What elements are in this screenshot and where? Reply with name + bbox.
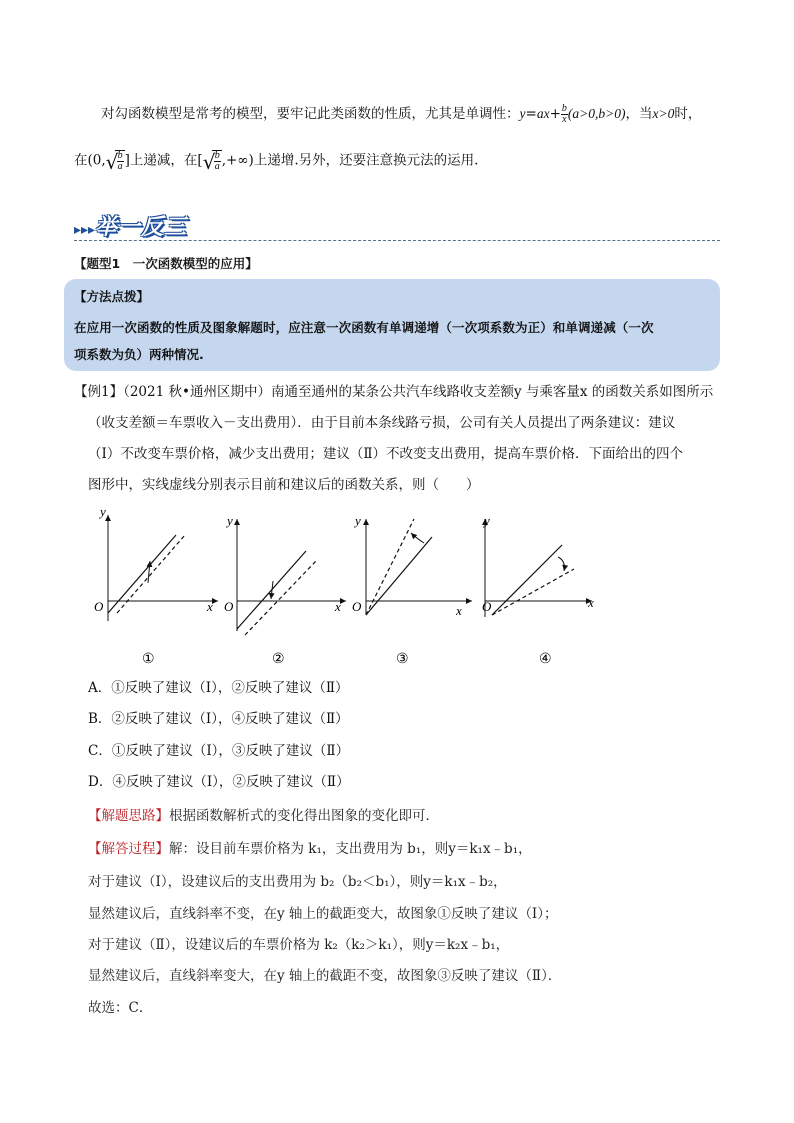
interval-middle: ]上递减，在[ [124, 152, 203, 169]
graph-4-x-label: x [588, 595, 594, 610]
section-banner [74, 210, 187, 241]
option-b[interactable]: B．②反映了建议（Ⅰ），④反映了建议（Ⅱ） [88, 711, 349, 727]
graph-4 [482, 513, 594, 667]
fraction-b-over-x [561, 104, 568, 125]
graph-3 [352, 513, 472, 667]
sqrt-b-over-a-1: √ $\frac{b}{a}$ [105, 150, 123, 174]
graph-3-solid-line [366, 537, 432, 615]
graphs-figure [80, 505, 620, 670]
graph-3-x-label: x [456, 603, 462, 618]
method-line-2: 项系数为负）两种情况. [74, 347, 204, 362]
formula-eq: = [525, 106, 537, 122]
graph-3-origin: O [352, 599, 362, 614]
solution-line-1: 解：设目前车票价格为 k₁，支出费用为 b₁，则y＝k₁x﹣b₁， [169, 841, 532, 857]
formula-condition: (a>0,b>0) [567, 106, 626, 121]
example-line-1 [74, 382, 713, 402]
graph-4-solid-line [492, 545, 562, 615]
graph-1-y-label: y [100, 505, 106, 519]
intro-text-a: 对勾函数模型是常考的模型，要牢记此类函数的性质，尤其是单调性： [101, 106, 520, 122]
graph-2-x-label: x [335, 599, 341, 614]
option-a[interactable]: A．①反映了建议（Ⅰ），②反映了建议（Ⅱ） [88, 680, 349, 696]
section-title: 【题型1 一次函数模型的应用】 [74, 256, 258, 271]
graph-2 [224, 513, 346, 667]
method-heading: 【方法点拨】 [74, 289, 150, 304]
graph-4-y-label: y [484, 513, 490, 528]
fraction-denominator: x [562, 114, 567, 125]
option-d[interactable]: D．④反映了建议（Ⅰ），②反映了建议（Ⅱ） [88, 774, 350, 790]
graph-2-origin: O [224, 599, 234, 614]
graph-3-y-label: y [355, 513, 361, 528]
graph-3-rotation-arrow [411, 533, 424, 543]
graph-3-label: ③ [396, 652, 409, 667]
graph-2-dashed-line [245, 561, 316, 635]
formula-x-positive: x>0 [652, 106, 675, 121]
graph-4-origin: O [482, 599, 492, 614]
formula-plus: + [549, 106, 561, 122]
fraction-numerator: b [561, 103, 567, 114]
solution-process-line-1 [88, 839, 532, 859]
solution-line-2: 对于建议（Ⅰ），设建议后的支出费用为 b₂（b₂＜b₁），则y＝k₁x﹣b₂， [88, 874, 507, 890]
graph-1-arrow [148, 561, 150, 583]
graph-4-dashed-line [492, 569, 574, 615]
intro-line-2 [74, 150, 478, 172]
sqrt-b-over-a-2: √ $\frac{b}{a}$ [202, 150, 220, 174]
graph-1-x-label: x [207, 599, 213, 614]
solution-line-3: 显然建议后，直线斜率不变，在y 轴上的截距变大，故图象①反映了建议（Ⅰ）； [88, 906, 558, 922]
solution-idea [88, 806, 439, 826]
graph-2-y-label: y [227, 513, 233, 528]
graph-4-rotation-arrow [558, 557, 564, 571]
banner-arrows-icon: ▸▸▸ [74, 222, 96, 238]
intro-text-c: 时， [674, 106, 702, 122]
banner-title: 举一反三 [95, 215, 188, 240]
intro-line-1 [101, 104, 701, 125]
graph-1 [94, 505, 218, 667]
intro-text-b: ，当 [625, 106, 653, 122]
graph-4-label: ④ [539, 652, 552, 667]
example-label: 【例1】 [74, 384, 124, 400]
formula-ax: ax [536, 106, 550, 121]
graph-1-label: ① [142, 652, 155, 667]
example-line-3: （Ⅰ）不改变车票价格，减少支出费用；建议（Ⅱ）不改变支出费用，提高车票价格．下面给出的四个 [88, 446, 684, 462]
solution-line-4: 对于建议（Ⅱ），设建议后的车票价格为 k₂（k₂＞k₁），则y＝k₂x﹣b₁， [88, 937, 510, 953]
example-text-1: （2021 秋•通州区期中）南通至通州的某条公共汽车线路收支差额y 与乘客量x 的函数关系如图所示 [123, 384, 714, 400]
interval-start: 在(0, [74, 152, 106, 169]
graph-1-origin: O [94, 599, 104, 614]
interval-end: ,+∞)上递增.另外，还要注意换元法的运用. [221, 152, 479, 169]
graph-2-label: ② [272, 652, 285, 667]
solution-process-label: 【解答过程】 [88, 841, 169, 857]
fraction-b-over-a-2: $\frac{b}{a}$ [214, 150, 220, 172]
fraction-b-over-a-1: $\frac{b}{a}$ [117, 150, 123, 172]
solution-line-6: 故选：C． [88, 1000, 153, 1016]
banner-divider [74, 240, 720, 241]
solution-line-5: 显然建议后，直线斜率变大，在y 轴上的截距不变，故图象③反映了建议（Ⅱ）． [88, 968, 562, 984]
solution-idea-label: 【解题思路】 [88, 808, 169, 824]
solution-idea-text: 根据函数解析式的变化得出图象的变化即可． [169, 808, 439, 824]
formula-y: y [519, 106, 526, 121]
example-line-4: 图形中，实线虚线分别表示目前和建议后的函数关系，则（ ） [88, 477, 480, 493]
option-c[interactable]: C．①反映了建议（Ⅰ），③反映了建议（Ⅱ） [88, 743, 350, 759]
method-line-1: 在应用一次函数的性质及图象解题时，应注意一次函数有单调递增（一次项系数为正）和单调递减（一次 [74, 320, 654, 335]
example-line-2: （收支差额＝车票收入－支出费用）．由于目前本条线路亏损，公司有关人员提出了两条建议：建议 [88, 415, 676, 431]
